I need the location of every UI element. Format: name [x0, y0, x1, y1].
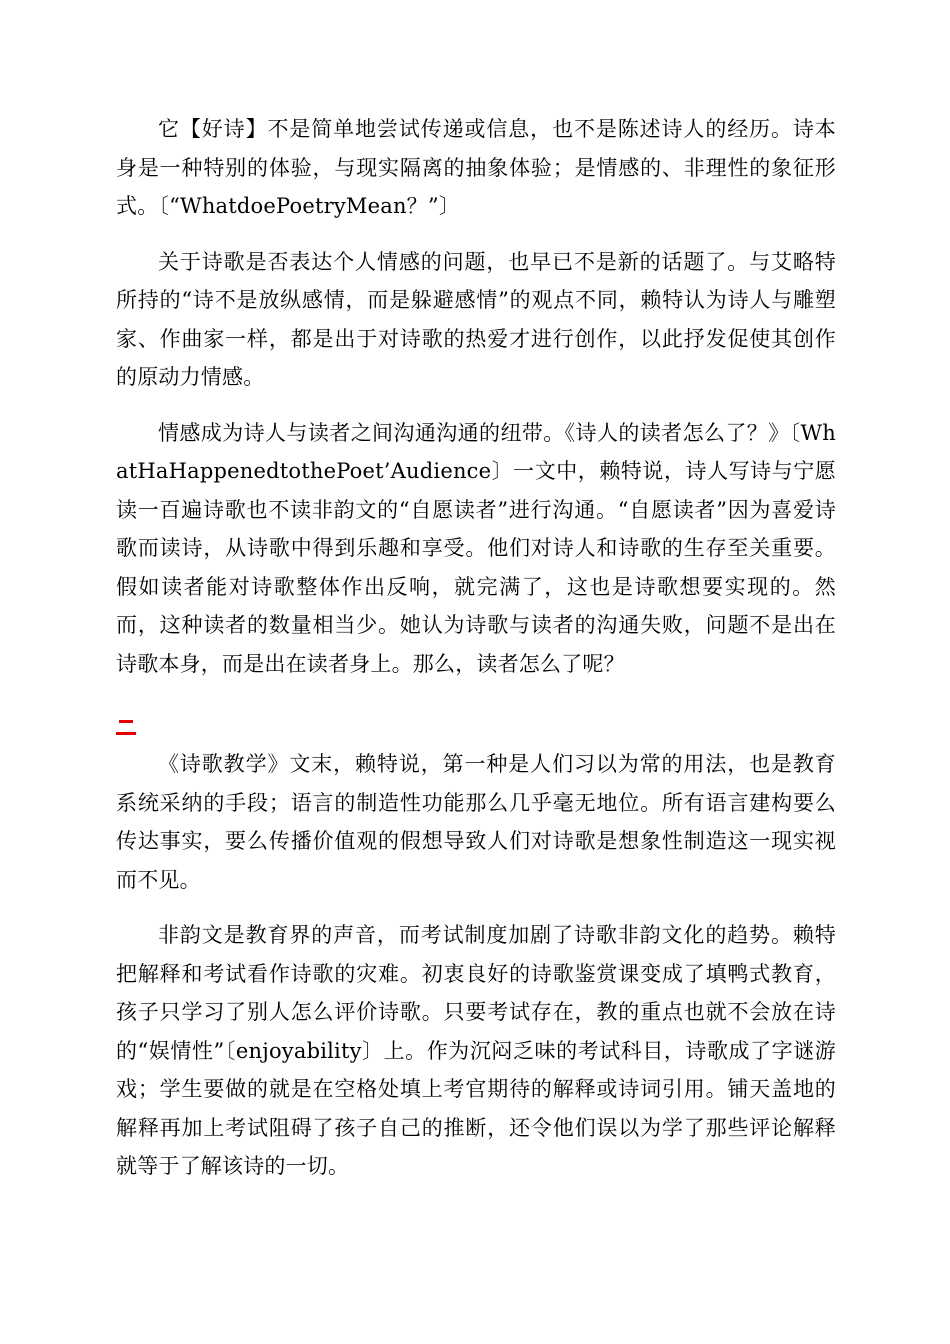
paragraph-readers: 情感成为诗人与读者之间沟通沟通的纽带。《诗人的读者怎么了？》〔WhatHaHappenedtothePoet’Audience〕一文中，赖特说，诗人写诗与宁愿读一百遍诗歌也不读非韵文的“自愿读者”进行沟通。“自愿读者”因为喜爱诗歌而读诗，从诗歌中得到乐趣和享受。他们对诗人和诗歌的生存至关重要。假如读者能对诗歌整体作出反响，就完满了，这也是诗歌想要实现的。然而，这种读者的数量相当少。她认为诗歌与读者的沟通失败，问题不是出在诗歌本身，而是出在读者身上。那么，读者怎么了呢？: [116, 420, 836, 676]
paragraph-good-poem-quote: 它【好诗】不是简单地尝试传递或信息，也不是陈述诗人的经历。诗本身是一种特别的体验，与现实隔离的抽象体验；是情感的、非理性的象征形式。〔“WhatdoePoetryMean？”〕: [116, 117, 836, 218]
paragraph-poetry-teaching: 《诗歌教学》文末，赖特说，第一种是人们习以为常的用法，也是教育系统采纳的手段；语言的制造性功能那么几乎毫无地位。所有语言建构要么传达事实，要么传播价值观的假想导致人们对诗歌是想象性制造这一现实视而不见。: [116, 752, 836, 892]
section-number-text: [116, 709, 117, 710]
document-page: [116, 110, 836, 1186]
paragraph-exams: 非韵文是教育界的声音，而考试制度加剧了诗歌非韵文化的趋势。赖特把解释和考试看作诗歌的灾难。初衷良好的诗歌鉴赏课变成了填鸭式教育，孩子只学习了别人怎么评价诗歌。只要考试存在，教的重点也就不会放在诗的“娱情性”〔enjoyability〕上。作为沉闷乏味的考试科目，诗歌成了字谜游戏；学生要做的就是在空格处填上考官期待的解释或诗词引用。铺天盖地的解释再加上考试阻碍了孩子自己的推断，还令他们误以为学了那些评论解释就等于了解该诗的一切。: [116, 923, 836, 1178]
section-number-mark: [116, 717, 136, 737]
paragraph-emotion-question: 关于诗歌是否表达个人情感的问题，也早已不是新的话题了。与艾略特所持的“诗不是放纵感情，而是躲避感情”的观点不同，赖特认为诗人与雕塑家、作曲家一样，都是出于对诗歌的热爱才进行创作，以此抒发促使其创作的原动力情感。: [116, 249, 836, 389]
section-heading: [116, 709, 836, 745]
